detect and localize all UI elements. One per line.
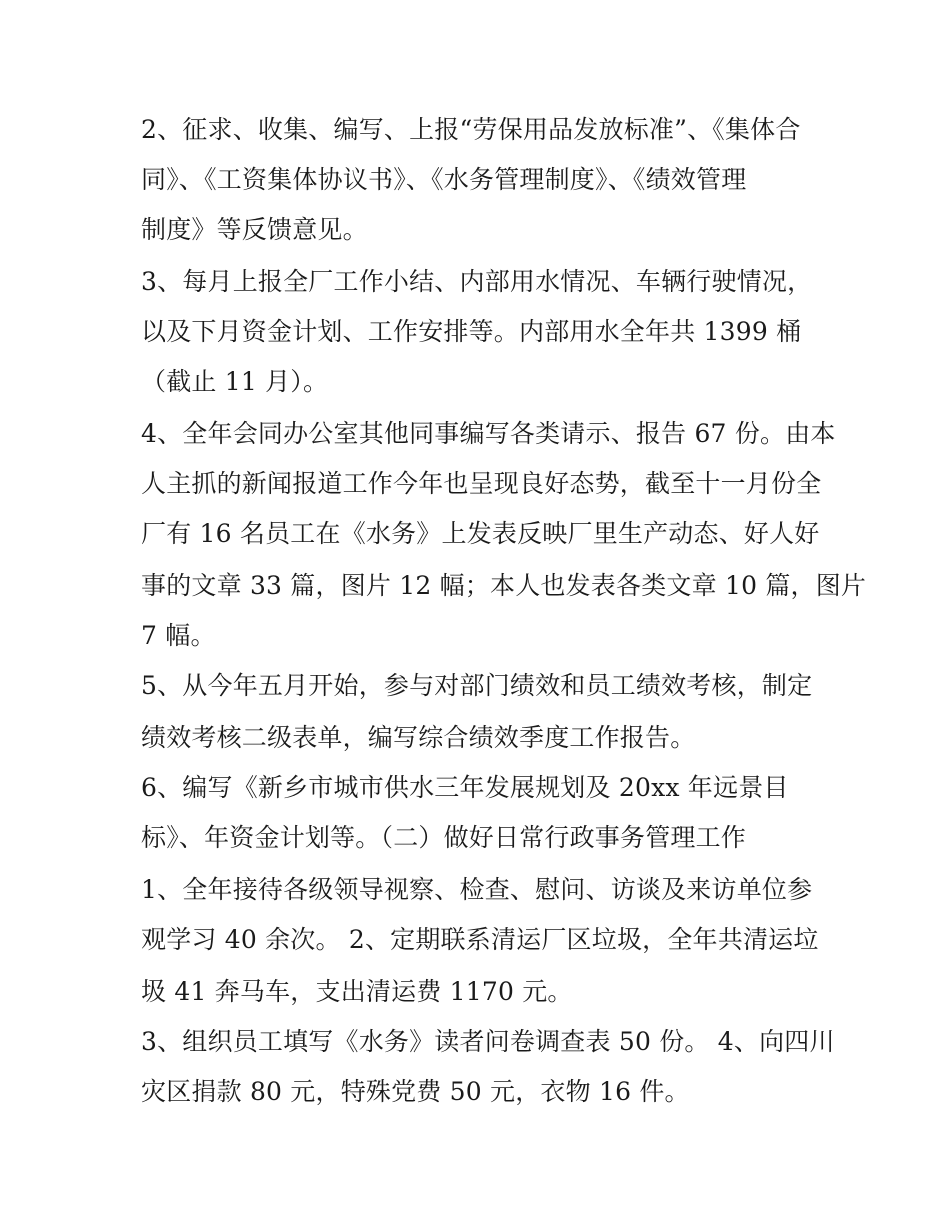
text-line: 3、组织员工填写《水务》读者问卷调查表 50 份。 4、向四川 — [141, 1027, 835, 1056]
text-line: 1、全年接待各级领导视察、检查、慰问、访谈及来访单位参 — [141, 875, 813, 904]
text-line: 4、全年会同办公室其他同事编写各类请示、报告 67 份。由本 — [141, 419, 836, 448]
text-line: 圾 41 奔马车，支出清运费 1170 元。 — [141, 977, 573, 1006]
text-line: 以及下月资金计划、工作安排等。内部用水全年共 1399 桶 — [141, 317, 802, 346]
text-line: 同》、《工资集体协议书》、《水务管理制度》、《绩效管理 — [141, 165, 747, 194]
text-line: 绩效考核二级表单，编写综合绩效季度工作报告。 — [141, 723, 696, 752]
text-line: 厂有 16 名员工在《水务》上发表反映厂里生产动态、好人好 — [141, 519, 820, 548]
text-line: 2、征求、收集、编写、上报“劳保用品发放标准”、《集体合 — [141, 115, 801, 144]
text-line: 人主抓的新闻报道工作今年也呈现良好态势，截至十一月份全 — [141, 469, 822, 498]
text-line: （截止 11 月）。 — [141, 367, 329, 396]
text-line: 观学习 40 余次。 2、定期联系清运厂区垃圾，全年共清运垃 — [141, 925, 819, 954]
text-line: 7 幅。 — [141, 621, 216, 650]
text-line: 灾区捐款 80 元，特殊党费 50 元，衣物 16 件。 — [141, 1077, 690, 1106]
text-line: 制度》等反馈意见。 — [141, 215, 368, 244]
text-line: 标》、年资金计划等。（二）做好日常行政事务管理工作 — [141, 823, 747, 852]
text-line: 5、从今年五月开始，参与对部门绩效和员工绩效考核，制定 — [141, 671, 813, 700]
text-line: 6、编写《新乡市城市供水三年发展规划及 20xx 年远景目 — [141, 773, 789, 802]
text-line: 3、每月上报全厂工作小结、内部用水情况、车辆行驶情况， — [141, 267, 813, 296]
text-line: 事的文章 33 篇，图片 12 幅；本人也发表各类文章 10 篇，图片 — [141, 571, 867, 600]
